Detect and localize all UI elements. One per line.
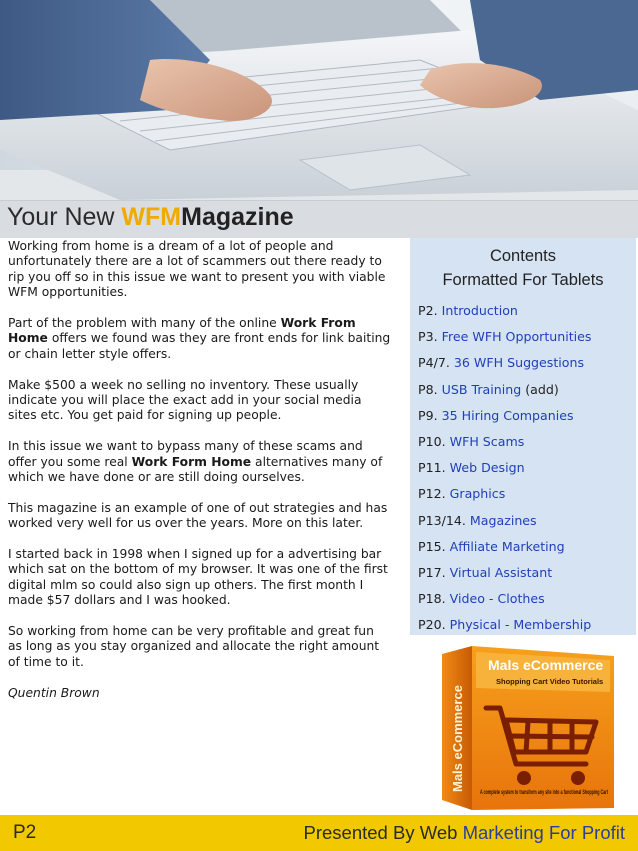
brand-part-a: Web [419,822,463,843]
paragraph: This magazine is an example of one of out strategies and has worked very well for us over the years. More on this later. [8,500,388,531]
toc-item [418,407,634,433]
toc-page: P11. [418,460,446,476]
toc-page: P13/14. [418,512,466,528]
toc-link[interactable]: WFH Scams [449,433,525,449]
title-prefix: Your New [7,203,122,231]
presented-label: Presented By [303,822,420,843]
hero-image [0,0,638,200]
toc-item [418,538,634,564]
toc-link[interactable]: Free WFH Opportunities [441,329,592,345]
toc-link[interactable]: Physical - Membership [449,617,592,633]
product-spine-text: Mals eCommerce [450,685,465,792]
toc-page: P20. [418,617,446,633]
toc-item [418,433,634,459]
toc-item [418,354,634,380]
contents-heading-line2: Formatted For Tablets [442,271,604,289]
toc-item [418,590,634,616]
toc-link[interactable]: Introduction [441,303,518,318]
toc-link[interactable]: Video - Clothes [449,591,545,607]
paragraph: So working from home can be very profitable and great fun as long as you stay organized and allocate the right amount of time to it. [8,624,380,669]
page-number: P2 [13,822,37,843]
title-band [0,200,638,238]
title-highlight: WFM [121,203,182,231]
toc-page: P3. [418,329,438,345]
contents-heading [410,244,636,292]
page-title [7,203,294,232]
toc-link[interactable]: 35 Hiring Companies [441,407,574,423]
toc-item [418,328,634,354]
toc-page: P10. [418,433,446,449]
toc-link[interactable]: Web Design [449,460,525,476]
paragraph-bold: Work Form Home [131,454,252,469]
toc-link[interactable]: Graphics [449,486,506,502]
paragraph-text: In this issue we want to bypass many of these scams and offer you some real [8,439,363,469]
toc-link[interactable]: Virtual Assistant [449,564,553,580]
presented-by [304,822,626,844]
software-box-icon [428,642,628,814]
contents-heading-line1: Contents [489,247,557,265]
paragraph-text: offers we found was they are front ends for link baiting or chain letter style offers. [8,331,391,361]
toc-page: P4/7. [418,355,450,371]
toc-link[interactable]: 36 WFH Suggestions [453,355,585,371]
toc-item [418,302,634,328]
paragraph: Make $500 a week no selling no inventory. These usually indicate you will place the exact add in your social media sites etc. You get paid for signing up people. [8,377,362,423]
toc-note: (add) [525,381,559,397]
article-body [8,239,391,716]
paragraph: Working from home is a dream of a lot of people and unfortunately there are a lot of scammers out there ready to rip you off so in this issue we want to present you with viable WFM opportunities. [8,239,386,300]
toc-page: P2. [418,303,438,318]
laptop-photo-icon [0,0,638,200]
toc-item [418,616,634,642]
product-box-image[interactable] [428,642,628,814]
toc-page: P18. [418,591,446,607]
paragraph-text: alternatives many of which we have done or are still doing ourselves. [8,454,383,485]
toc-item [418,459,634,485]
toc-item [418,564,634,590]
toc-link[interactable]: Affiliate Marketing [449,538,565,554]
contents-box [410,238,636,635]
toc-link[interactable]: Magazines [469,512,537,528]
contents-list [418,302,634,642]
toc-link[interactable]: USB Training [441,381,522,397]
toc-page: P8. [418,381,438,397]
paragraph [8,316,391,362]
toc-page: P9. [418,407,438,423]
toc-item [418,381,634,407]
product-title: Mals eCommerce [488,657,604,673]
brand-link[interactable]: Marketing For Profit [462,822,625,843]
product-subtitle: Shopping Cart Video Tutorials [496,677,604,686]
paragraph-bold: Work From Home [8,316,356,346]
signature: Quentin Brown [8,685,100,700]
footer-bar [0,815,638,851]
toc-item [418,512,634,538]
toc-page: P17. [418,564,446,580]
paragraph [8,439,391,485]
toc-item [418,485,634,511]
title-suffix: Magazine [181,203,294,231]
product-tagline: A complete system to transform any site into a functional Shopping Cart [480,790,608,796]
paragraph: I started back in 1998 when I signed up for a advertising bar which sat on the bottom of my browser. It was one of the first digital mlm so could also sign up others. The first month I made $57 dollars and I was hooked. [8,547,388,608]
toc-page: P12. [418,486,446,502]
toc-page: P15. [418,538,446,554]
paragraph-text: Part of the problem with many of the online [8,316,281,331]
